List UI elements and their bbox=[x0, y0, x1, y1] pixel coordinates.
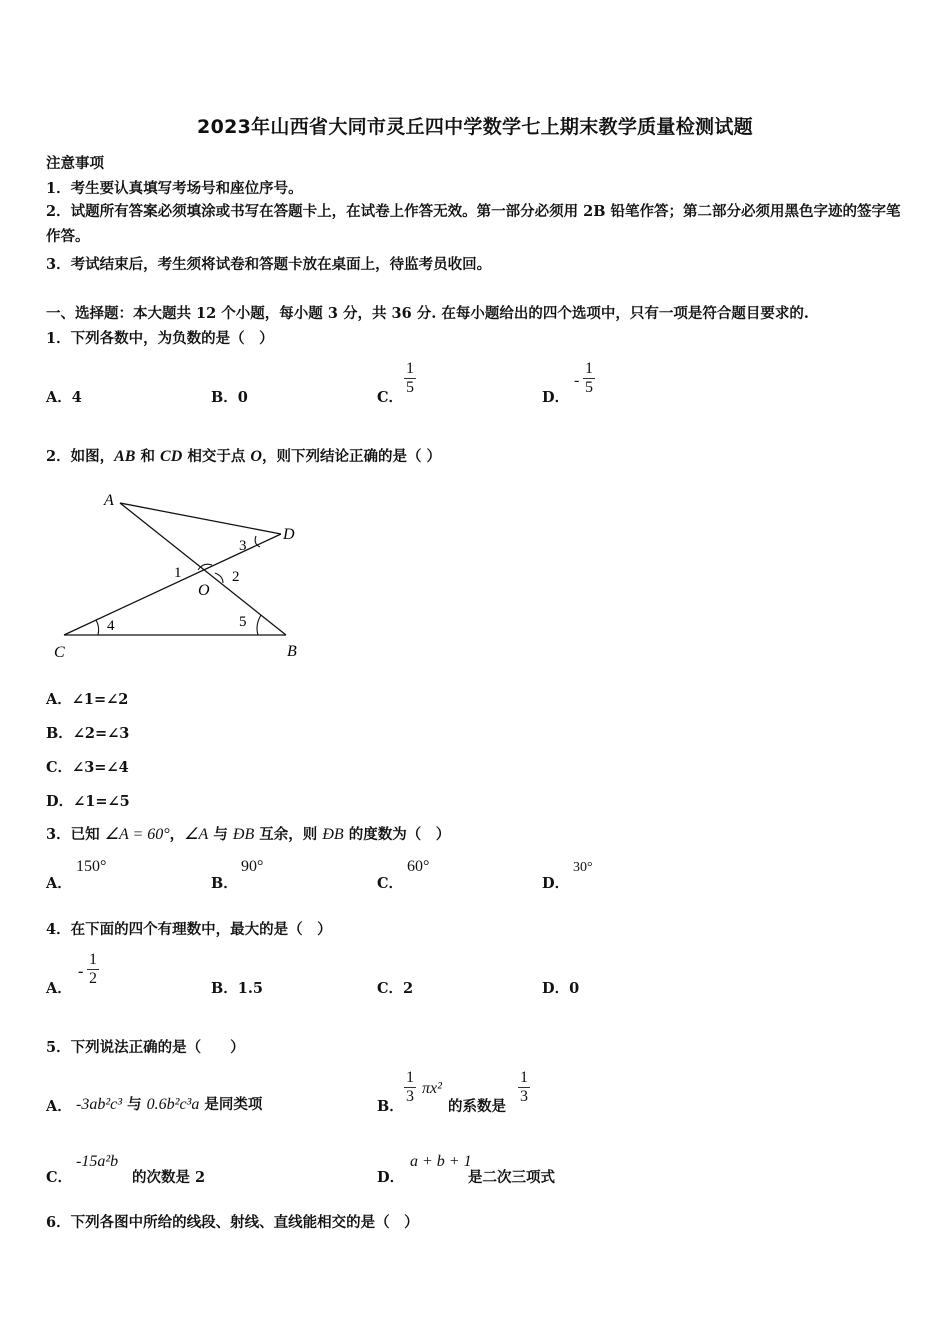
q1-option-a: A．4 bbox=[46, 389, 82, 406]
angle-5-label: 5 bbox=[239, 614, 247, 630]
q1-option-d-sign: - bbox=[574, 372, 580, 389]
q3-option-d-value: 30° bbox=[573, 860, 593, 875]
q4-option-a-sign: - bbox=[78, 963, 84, 980]
angle-arc-5 bbox=[257, 615, 261, 635]
q1-option-d-fraction: $\frac{1}{5}$ bbox=[585, 360, 593, 396]
point-o-label: O bbox=[198, 582, 210, 599]
q5-option-a-label: A． bbox=[46, 1098, 72, 1115]
notes-heading: 注意事项 bbox=[46, 155, 104, 172]
q2-figure bbox=[40, 480, 330, 670]
q5-option-c-expr: -15a²b bbox=[76, 1153, 119, 1170]
q3-option-d-label: D． bbox=[542, 875, 570, 892]
q2-option-c: C．∠3=∠4 bbox=[46, 759, 129, 776]
q4-option-a-fraction: $\frac{1}{2}$ bbox=[89, 951, 97, 987]
question-1-stem: 1．下列各数中，为负数的是（ ） bbox=[46, 330, 274, 347]
q1-option-c-fraction: $\frac{1}{5}$ bbox=[406, 360, 414, 396]
question-6-stem: 6．下列各图中所给的线段、射线、直线能相交的是（ ） bbox=[46, 1214, 419, 1231]
q1-option-b: B．0 bbox=[211, 389, 248, 406]
q2-option-a: A．∠1=∠2 bbox=[46, 691, 129, 708]
note-item-2: 2．试题所有答案必须填涂或书写在答题卡上，在试卷上作答无效。第一部分必须用 2B 铅笔作答；第二部分必须用黑色字迹的签字笔作答。 bbox=[46, 203, 901, 245]
point-d-label: D bbox=[283, 526, 295, 543]
question-5-stem: 5．下列说法正确的是（ ） bbox=[46, 1039, 245, 1056]
q5-option-b-fraction-2: $\frac{1}{3}$ bbox=[520, 1069, 528, 1105]
angle-arc-4 bbox=[96, 620, 99, 635]
point-c-label: C bbox=[54, 644, 65, 661]
q5-option-b-fraction: $\frac{1}{3}$ bbox=[406, 1069, 414, 1105]
q1-option-c-label: C． bbox=[377, 389, 404, 406]
angle-3-label: 3 bbox=[239, 538, 247, 554]
angle-2-label: 2 bbox=[232, 569, 240, 585]
point-a-label: A bbox=[104, 492, 114, 509]
q5-option-d-expr: a + b + 1 bbox=[410, 1153, 472, 1170]
page-title: 2023年山西省大同市灵丘四中学数学七上期末教学质量检测试题 bbox=[197, 116, 753, 138]
line-cd bbox=[64, 534, 281, 635]
q3-option-a-value: 150° bbox=[76, 858, 107, 875]
q2-option-b: B．∠2=∠3 bbox=[46, 725, 130, 742]
q5-option-c-label: C． bbox=[46, 1169, 73, 1186]
q3-option-a-label: A． bbox=[46, 875, 72, 892]
q4-option-c: C．2 bbox=[377, 980, 414, 997]
q4-option-d: D．0 bbox=[542, 980, 580, 997]
q5-option-d-label: D． bbox=[377, 1169, 405, 1186]
q5-option-a-text: -3ab²c³ 与 0.6b²c³a 是同类项 bbox=[76, 1096, 263, 1113]
note-item-1: 1．考生要认真填写考场号和座位序号。 bbox=[46, 180, 303, 197]
section-heading: 一、选择题：本大题共 12 个小题，每小题 3 分，共 36 分. 在每小题给出的四个选项中，只有一项是符合题目要求的. bbox=[46, 305, 809, 322]
line-ad bbox=[120, 503, 281, 534]
q1-option-d-label: D． bbox=[542, 389, 570, 406]
q4-option-a-label: A． bbox=[46, 980, 72, 997]
q5-option-d-post: 是二次三项式 bbox=[468, 1169, 555, 1186]
q5-option-c-post: 的次数是 2 bbox=[132, 1169, 206, 1186]
angle-4-label: 4 bbox=[107, 618, 115, 634]
point-b-label: B bbox=[287, 643, 297, 660]
q3-option-b-label: B． bbox=[211, 875, 238, 892]
note-item-3: 3．考试结束后，考生须将试卷和答题卡放在桌面上，待监考员收回。 bbox=[46, 256, 492, 273]
q5-option-b-label: B． bbox=[377, 1098, 404, 1115]
question-3-stem: 3．已知 ∠A = 60°，∠A 与 ÐB 互余，则 ÐB 的度数为（ ） bbox=[46, 826, 451, 843]
question-2-stem: 2．如图，AB 和 CD 相交于点 O，则下列结论正确的是（ ） bbox=[46, 448, 442, 465]
q3-option-b-value: 90° bbox=[241, 858, 264, 875]
angle-1-label: 1 bbox=[174, 565, 182, 581]
q5-option-b-expr: πx² bbox=[422, 1080, 442, 1097]
q3-option-c-label: C． bbox=[377, 875, 404, 892]
q4-option-b: B．1.5 bbox=[211, 980, 263, 997]
q5-option-b-mid: 的系数是 bbox=[448, 1098, 506, 1115]
q2-option-d: D．∠1=∠5 bbox=[46, 793, 130, 810]
question-4-stem: 4．在下面的四个有理数中，最大的是（ ） bbox=[46, 921, 332, 938]
q3-option-c-value: 60° bbox=[407, 858, 430, 875]
